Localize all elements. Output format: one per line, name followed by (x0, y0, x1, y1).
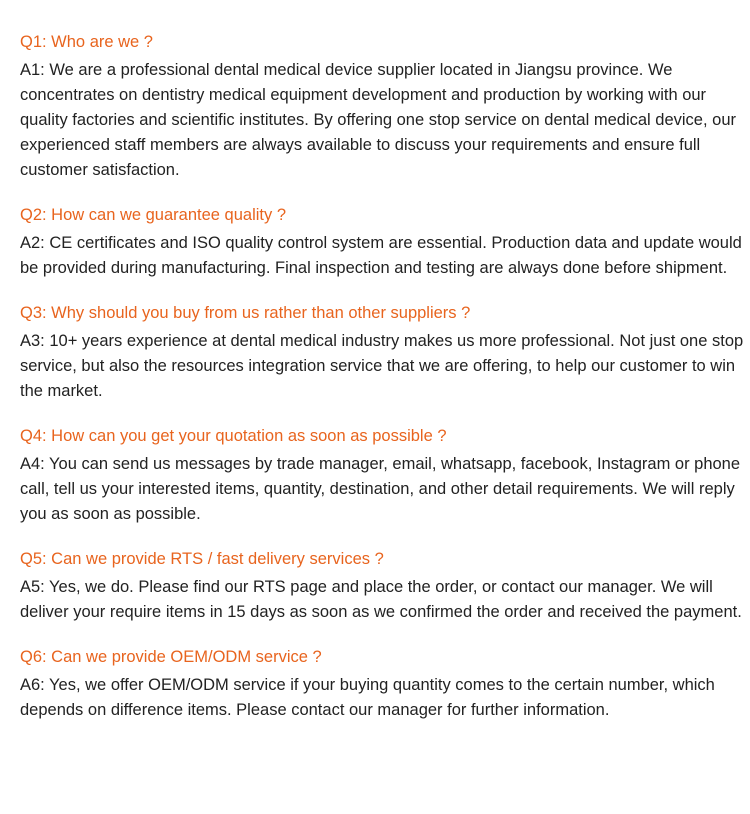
faq-item-1 (20, 30, 748, 183)
faq-question: Q2: How can we guarantee quality ? (20, 206, 286, 224)
faq-item-6 (20, 645, 748, 723)
faq-answer: A5: Yes, we do. Please find our RTS page and place the order, or contact our manager. We will deliver your require items in 15 days as soon as we confirmed the order and received the payment. (20, 578, 742, 621)
faq-answer: A2: CE certificates and ISO quality control system are essential. Production data and update would be provided during manufacturing. Final inspection and testing are always done before shipment. (20, 234, 742, 277)
faq-question: Q5: Can we provide RTS / fast delivery services ? (20, 550, 384, 568)
faq-answer: A6: Yes, we offer OEM/ODM service if your buying quantity comes to the certain number, which depends on difference items. Please contact our manager for further information. (20, 676, 715, 719)
faq-question: Q3: Why should you buy from us rather than other suppliers ? (20, 304, 471, 322)
faq-answer: A1: We are a professional dental medical device supplier located in Jiangsu province. We concentrates on dentistry medical equipment development and production by working with our quality factories and scientific institutes. By offering one stop service on dental medical device, our experienced staff members are always available to discuss your requirements and ensure full customer satisfaction. (20, 61, 736, 179)
faq-question: Q1: Who are we ? (20, 33, 153, 51)
faq-answer: A3: 10+ years experience at dental medical industry makes us more professional. Not just one stop service, but also the resources integration service that we are offering, to help our customer to win the market. (20, 332, 744, 400)
faq-item-4 (20, 424, 748, 527)
faq-item-3 (20, 301, 748, 404)
faq-question: Q6: Can we provide OEM/ODM service ? (20, 648, 322, 666)
faq-item-2 (20, 203, 748, 281)
faq-question: Q4: How can you get your quotation as soon as possible ? (20, 427, 447, 445)
faq-answer: A4: You can send us messages by trade manager, email, whatsapp, facebook, Instagram or phone call, tell us your interested items, quantity, destination, and other detail requirements. We will reply you as soon as possible. (20, 455, 741, 523)
faq-list (20, 30, 748, 743)
faq-item-5 (20, 547, 748, 625)
